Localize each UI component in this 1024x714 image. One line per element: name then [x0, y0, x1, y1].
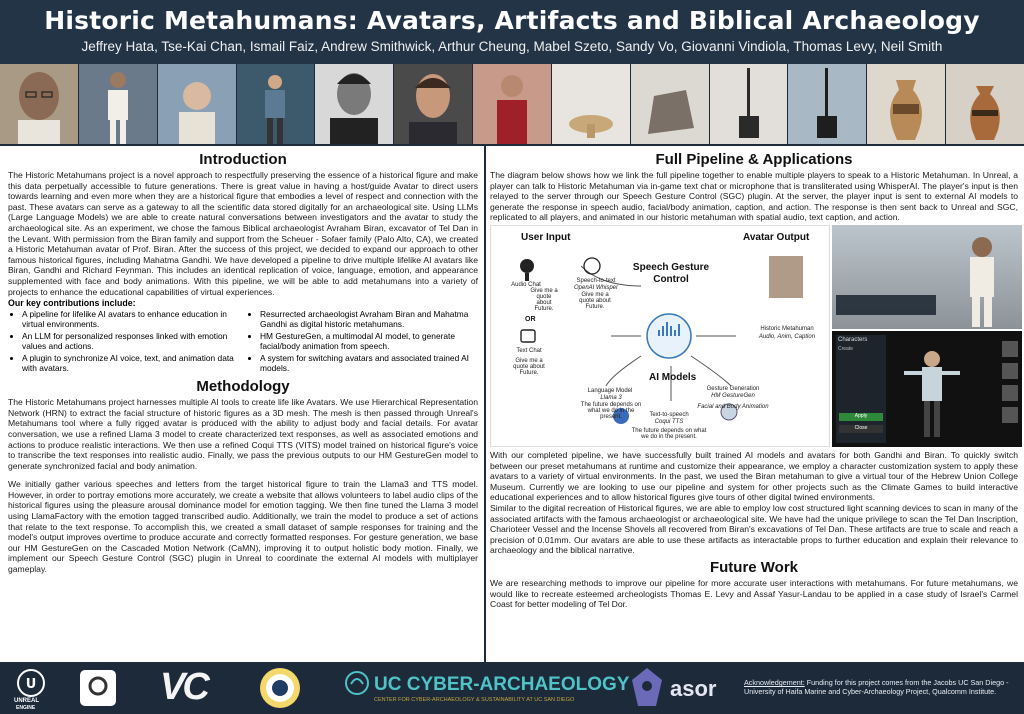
image-strip — [0, 64, 1024, 144]
ucca-logo-icon — [344, 670, 370, 696]
diagram-quote-1: Give me a quote about Future. — [530, 287, 558, 312]
contributions-list — [8, 309, 478, 375]
photo-feynman — [315, 64, 394, 144]
photo-avatar-woman — [473, 64, 552, 144]
diagram-llama: Llama 3 — [600, 394, 622, 401]
characters-label: Characters — [838, 336, 868, 343]
future-work-heading: Future Work — [709, 558, 799, 576]
methodology-heading: Methodology — [196, 378, 290, 396]
photo-feynman-avatar — [394, 64, 473, 144]
unreal-logo-icon — [12, 668, 50, 698]
unreal-logo-text: UNREAL — [14, 698, 39, 704]
photo-biran-avatar — [237, 64, 316, 144]
ucca-logo-text: UC CYBER-ARCHAEOLOGY — [374, 674, 630, 695]
photo-gandhi-avatar — [79, 64, 158, 144]
pipeline-text-3: Similar to the digital recreation of Historical figures, we are able to employ low cost structured light scanning devices to scan in many of the associated artifacts with the famous archaeologist or archaeological site. We have had the unique privilege to scan the Tel Dan Inscription, Charioteer Vessel and the Incense Shovels all recovered from Biran's excavations of Tel Dan. These artifacts are true to scale and reach a precision of 0.01mm. Our avatars are able to use these artifacts as interactable props to further education and explain their relevance to archaeology and the biblical narrative. — [490, 502, 1018, 556]
list-item: • A plugin to synchronize AI voice, text, and animation data with avatars. — [22, 353, 240, 373]
photo-artifact-jug — [946, 64, 1024, 144]
diagram-sgc: Speech Gesture Control — [632, 261, 710, 285]
uc-seal-icon — [258, 666, 302, 710]
diagram-tts: Text-to-speech — [649, 411, 689, 418]
photo-biran — [158, 64, 237, 144]
diagram-answer-2: The future depends on what we do in the present. — [631, 427, 707, 440]
list-item: • A system for switching avatars and associated trained AI models. — [260, 353, 478, 373]
photo-artifact-vase — [867, 64, 946, 144]
diagram-ai-models: AI Models — [649, 371, 697, 383]
diagram-flow — [490, 225, 830, 447]
engine-logo-text: ENGINE — [16, 705, 36, 711]
future-work-text: We are researching methods to improve our pipeline for more accurate user interactions with metahumans. For future metahumans, we would like to recreate esteemed archeologists Thomas E. Levy and Assaf Yasur-Landau to be applied in a case study of Israel's Carmel Coast for better modeling of Tel Dor. — [490, 577, 1018, 610]
list-item: • HM GestureGen, a multimodal AI model, to generate facial/body animation from speech. — [260, 331, 478, 351]
diagram-or: OR — [525, 315, 536, 323]
diagram-gesture: Gesture Generation — [706, 385, 760, 392]
apply-button[interactable]: Apply — [839, 413, 883, 421]
right-column — [486, 146, 1024, 662]
gandhi-avatar-render — [832, 225, 1022, 329]
poster-header — [0, 0, 1024, 64]
list-item: • An LLM for personalized responses linked with emotion values and actions. — [22, 331, 240, 351]
poster-footer — [0, 662, 1024, 714]
diagram-hmgg: HM GestureGen — [711, 392, 755, 399]
left-column — [0, 146, 484, 662]
svg-text:U: U — [25, 677, 37, 692]
ucca-logo-subtitle: CENTER FOR CYBER-ARCHAEOLOGY & SUSTAINABILITY AT UC SAN DIEGO — [374, 697, 575, 703]
diagram-avatar-output: Avatar Output — [743, 231, 810, 243]
acknowledgement-label: Acknowledgement: — [744, 678, 805, 687]
diagram-user-input: User Input — [521, 231, 571, 243]
diagram-anim: Facial and Body Animation — [697, 403, 769, 410]
photo-artifact-stone — [631, 64, 710, 144]
photo-artifact-shovel — [710, 64, 789, 144]
photo-gandhi — [0, 64, 79, 144]
pipeline-heading: Full Pipeline & Applications — [655, 151, 853, 168]
contributions-heading: Our key contributions include: — [8, 298, 136, 309]
diagram-answer-1: The future depends on what we do in the present. — [580, 401, 642, 420]
diagram-historic-metahuman: Historic Metahuman — [760, 325, 814, 332]
contributions-left — [8, 309, 240, 375]
create-button[interactable]: Create — [838, 345, 854, 352]
diagram-audio-chat: Audio Chat — [511, 281, 541, 288]
diagram-quote-3: Give me a quote about Future. — [513, 357, 545, 376]
acknowledgement-text: Funding for this project comes from the Jacobs UC San Diego - University of Haifa Marine and Cyber-Archaeology Project, Qualcomm Institute. — [744, 678, 1009, 696]
diagram-whisper: OpenAI Whisper — [573, 284, 619, 291]
introduction-text: The Historic Metahumans project is a novel approach to respectfully preserving the essence of a historical figure and make this data perpetually accessible to future generations. There is great value in having a host/guide Avatar to direct users towards learning and even more when they are a historical figure that embodies a level of respect and connection with the past. These avatars can serve as a gateway to all the scientific data stored digitally for an archaeological site. Using LLMs (Large Language Models) we are able to create natural conversations between investigators and the avatar to study the archaeological site. As an experiment, we chose the famous Biblical archaeologist Avraham Biran, excavator of Tel Dan in the Levant. With permission from the Biran family and support from the Scheuer - Sofaer family (Palo Alto, CA), we created a Historic Metahuman avatar of Prof. Biran. After the success of this project, we decided to expand our approach to other famous historical figures, including Mahatma Gandhi. We have developed a pipeline to drive multiple lifelike AI avatars like Biran, Gandhi and Richard Feynman. This includes an identical replication of voice, language, emotion, and appearance supplemented with face and body animations. With this pipeline, we will be able to add metahumans into a variety of projects to enhance the educational capabilities of virtual experiences. — [8, 170, 478, 297]
diagram-language-model: Language Model — [587, 387, 633, 394]
diagram-quote-2: Give me a quote about Future. — [579, 291, 611, 310]
vc-logo: VC — [160, 666, 207, 708]
pipeline-text: The diagram below shows how we link the full pipeline together to enable multiple players to speak to a Historic Metahuman. In Unreal, a player can talk to Historic Metahuman via in-game text chat or microphone that is transliterated using WhisperAI. The player's input is then relayed to the server through our Speech Gesture Control (SGC) plugin. At the server, the player input is sent to external AI models to generate the response in speech audio, facial/body animation, caption, and action. The response is then sent back to Unreal and SGC, replicated to all players, and animated in our historic metahuman with spatial audio, text caption, and action. — [490, 170, 1018, 223]
asor-logo-icon — [630, 666, 664, 710]
character-customization-ui — [832, 331, 1022, 447]
close-button[interactable]: Close — [839, 425, 883, 433]
acknowledgement — [744, 678, 1020, 696]
photo-artifact-bowl — [552, 64, 631, 144]
list-item: • A pipeline for lifelike AI avatars to enhance education in virtual environments. — [22, 309, 240, 329]
introduction-heading: Introduction — [199, 151, 287, 168]
pipeline-text-2: With our completed pipeline, we have successfully built trained AI models and avatars for both Gandhi and Biran. To quickly switch between our preset metahumans at runtime and customize their appearance, we employ a character customization system to apply these avatars to a variety of virtual environments. In the past, we used the Biran metahuman to give a virtual tour of the Hebrew Union College Museum. Currently we are looking to use our pipeline and system for other projects such as the Climate Games to build interactive educational experiences and to allow historical figures give tours of other digital twined environments. — [490, 449, 1018, 503]
poster-authors: Jeffrey Hata, Tse-Kai Chan, Ismail Faiz, Andrew Smithwick, Arthur Cheung, Mabel Szeto, Sandy Vo, Giovanni Vindiola, Thomas Levy, Neil Smith — [81, 39, 943, 54]
photo-shovel-scene — [788, 64, 867, 144]
diagram-text-chat: Text Chat — [516, 347, 542, 354]
diagram-hm-outputs: Audio, Anim, Caption — [758, 333, 816, 340]
pipeline-diagram — [490, 225, 1022, 447]
methodology-text-2: We initially gather various speeches and letters from the target historical figure to train the Llama3 and TTS model. However, in order to portray emotions more accurately, we create a website that allows volunteers to label audio clips of the historical figures using the pleasure arousal dominance model for emotion tagging. We then fine tuned the Llama 3 model using LlamaFactory with the emotion tagged transcribed audio. Additionally, we train the model to produce a set of actions that relate to the text response. To accomplish this, we created a small dataset of sample responses for training and the model's output improves overtime to produce accurate and correctly formatted responses. For gesture generation, we base our HM GestureGen on the Cascaded Motion Network (CaMN), improving it to output holistic body motion. Finally, we implement our Speech Gesture Control (SGC) plugin in Unreal to coordinate the external AI models with multiplayer gameplay. — [8, 479, 478, 575]
asor-logo-text: asor — [670, 676, 717, 701]
contributions-right — [246, 309, 478, 375]
qualcomm-logo-icon — [78, 668, 118, 708]
list-item: • Resurrected archaeologist Avraham Biran and Mahatma Gandhi as digital historic metahumans. — [260, 309, 478, 329]
poster-title: Historic Metahumans: Avatars, Artifacts and Biblical Archaeology — [44, 6, 980, 35]
diagram-coqui: Coqui TTS — [654, 418, 684, 425]
diagram-stt: Speech-to-text — [576, 277, 616, 284]
methodology-text-1: The Historic Metahumans project harnesses multiple AI tools to create life like Avatars. We use Hierarchical Representation Network (HRN) to extract the facial structure of historic figures as a 3D mesh. The mesh is then passed through Unreal's Metahumans tool where a fully rigged avatar is produced with the ability to adjust body and facial details. For avatar conversation, we use a refined Llama 3 model to create characterized text responses, as well as associated emotions and actions to produce realistic interactions. We then use a refined Coqui TTS (VITS) model trained on historical figure's voice to transcribe the text responses into realistic audio. Finally, we pass the previous outputs to our HM GestureGen model to generate synchronized facial and body animation. — [8, 397, 478, 471]
